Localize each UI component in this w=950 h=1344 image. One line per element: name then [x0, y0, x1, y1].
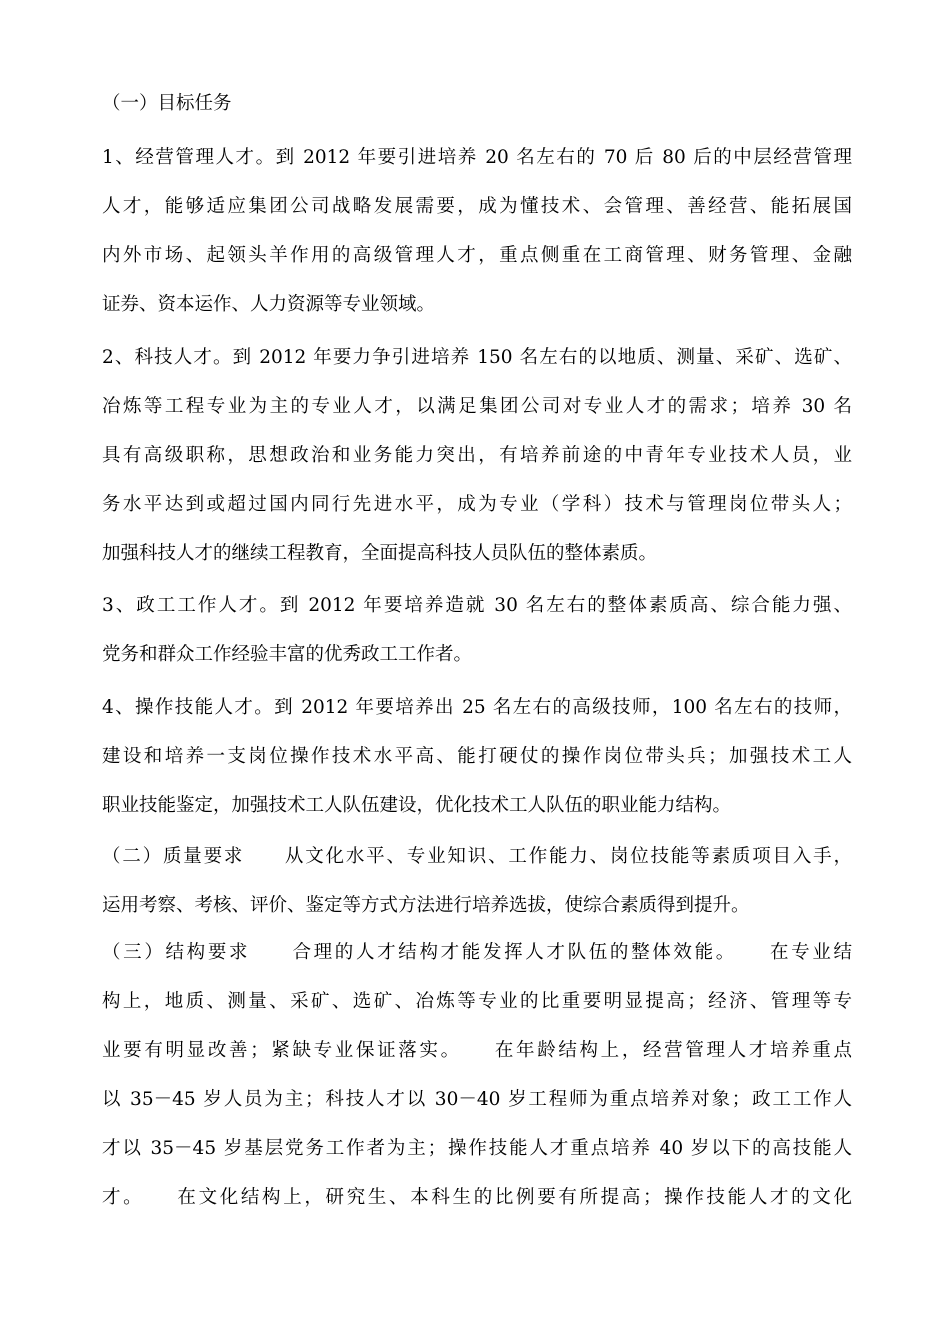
structure-requirements-line: （三）结构要求 合理的人才结构才能发挥人才队伍的整体效能。 在专业结 [102, 942, 852, 963]
paragraph-line: 党务和群众工作经验丰富的优秀政工工作者。 [102, 644, 473, 665]
paragraph-line: 职业技能鉴定，加强技术工人队伍建设，优化技术工人队伍的职业能力结构。 [102, 795, 732, 816]
paragraph-line: 3、政工工作人才。到 2012 年要培养造就 30 名左右的整体素质高、综合能力强、 [102, 595, 852, 616]
paragraph-line: 运用考察、考核、评价、鉴定等方式方法进行培养选拔，使综合素质得到提升。 [102, 895, 750, 916]
paragraph-line: 证券、资本运作、人力资源等专业领域。 [102, 294, 436, 315]
quality-requirements-line: （二）质量要求 从文化水平、专业知识、工作能力、岗位技能等素质项目入手， [102, 846, 852, 867]
paragraph-line: 才。 在文化结构上，研究生、本科生的比例要有所提高；操作技能人才的文化 [102, 1187, 852, 1208]
paragraph-line: 4、操作技能人才。到 2012 年要培养出 25 名左右的高级技师，100 名左右的技师， [102, 697, 852, 718]
paragraph-line: 1、经营管理人才。到 2012 年要引进培养 20 名左右的 70 后 80 后的中层经营管理 [102, 147, 852, 168]
paragraph-line: 内外市场、起领头羊作用的高级管理人才，重点侧重在工商管理、财务管理、金融 [102, 245, 852, 266]
paragraph-line: 以 35－45 岁人员为主；科技人才以 30－40 岁工程师为重点培养对象；政工工作人 [102, 1089, 852, 1110]
paragraph-line: 建设和培养一支岗位操作技术水平高、能打硬仗的操作岗位带头兵；加强技术工人 [102, 746, 852, 767]
paragraph-line: 业要有明显改善；紧缺专业保证落实。 在年龄结构上，经营管理人才培养重点 [102, 1040, 852, 1061]
paragraph-line: 冶炼等工程专业为主的专业人才，以满足集团公司对专业人才的需求；培养 30 名 [102, 396, 852, 417]
paragraph-line: 具有高级职称，思想政治和业务能力突出，有培养前途的中青年专业技术人员，业 [102, 445, 852, 466]
paragraph-line: 加强科技人才的继续工程教育，全面提高科技人员队伍的整体素质。 [102, 543, 658, 564]
paragraph-line: 构上，地质、测量、采矿、选矿、冶炼等专业的比重要明显提高；经济、管理等专 [102, 991, 852, 1012]
paragraph-line: 才以 35－45 岁基层党务工作者为主；操作技能人才重点培养 40 岁以下的高技能人 [102, 1138, 852, 1159]
heading-target-tasks: （一）目标任务 [102, 93, 232, 114]
paragraph-line: 2、科技人才。到 2012 年要力争引进培养 150 名左右的以地质、测量、采矿、选矿、 [102, 347, 852, 368]
paragraph-line: 务水平达到或超过国内同行先进水平，成为专业（学科）技术与管理岗位带头人； [102, 494, 852, 515]
paragraph-line: 人才，能够适应集团公司战略发展需要，成为懂技术、会管理、善经营、能拓展国 [102, 196, 852, 217]
